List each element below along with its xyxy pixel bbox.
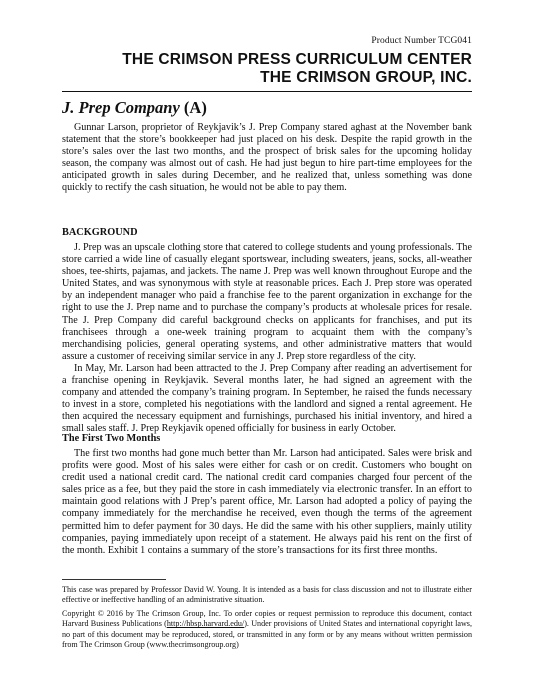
intro-paragraph: Gunnar Larson, proprietor of Reykjavik’s J. Prep Company stared aghast at the November bank statement that the store’s bookkeeper had just placed on his desk. Despite the rapid growth in the store’s sales over the last two months, and the prospect of brisk sales for the upcoming holiday season, the company was almost out of cash. He had just begun to hire part-time employees for the anticipated growth in sales during December, and he realized that, unless something was done quickly to rectify the cash situation, he would not be able to pay them. xyxy=(62,122,472,194)
copyright-text-cont: ). Under provisions of United States and international copyright laws, no part of this document may be reproduced, stored, or transmitted in any form or by any means without written permission from The Crimson Group (www.thecrimsongroup.org) xyxy=(62,619,472,650)
case-title-suffix: (A) xyxy=(183,98,207,117)
first-two-months-section xyxy=(62,433,472,557)
copyright-notice xyxy=(62,609,472,651)
background-paragraph: J. Prep was an upscale clothing store that catered to college students and young professionals. The store carried a wide line of casually elegant sportswear, including sweaters, jeans, socks, all-weather shoes, tee-shirts, pajamas, and jackets. The name J. Prep was well known throughout Europe and the United States, and was synonymous with style at reasonable prices. Each J. Prep store was operated by an independent manager who paid a franchise fee to the parent organization in exchange for the right to use the J. Prep name and to purchase the company’s products at wholesale prices for resale. The J. Prep Company did careful background checks on applicants for franchises, and put its franchisees through a one-week training program to acquaint them with the company’s merchandising policies, general operating systems, and other administrative matters that would assure a customer of receiving similar service in any J. Prep store regardless of the city. xyxy=(62,242,472,362)
background-heading: BACKGROUND xyxy=(62,227,138,238)
company-name: THE CRIMSON GROUP, INC. xyxy=(260,69,472,86)
footnote-divider xyxy=(62,579,166,580)
intro-section xyxy=(62,122,472,195)
case-title-name: J. Prep Company xyxy=(62,98,180,117)
case-note: This case was prepared by Professor David W. Young. It is intended as a basis for class discussion and not to illustrate either effective or ineffective handling of an administrative situation. xyxy=(62,585,472,605)
header-divider xyxy=(62,91,472,92)
copyright-text: Copyright © 2016 by The Crimson Group, Inc. To order copies or request permission to reproduce this document, contact Harvard Business Publications ( xyxy=(62,609,472,629)
hbsp-link[interactable]: http://hbsp.harvard.edu/ xyxy=(166,619,245,629)
case-title xyxy=(62,98,207,118)
product-number: Product Number TCG041 xyxy=(371,36,472,46)
first-two-months-paragraph: The first two months had gone much better than Mr. Larson had anticipated. Sales were brisk and profits were good. Most of his sales were either for cash or on credit. Customers who bought on credit used a national credit card. The national credit card companies charged four percent of the sales price as a fee, but they paid the store in cash immediately via electronic transfer. In an effort to maintain good relations with J Prep’s parent office, Mr. Larson had adopted a policy of paying the company immediately for the merchandise he received, even though the terms of the agreement permitted him to defer payment for 30 days. He did the same with his other suppliers, mainly utility companies, paying immediately upon receipt of a statement. He always paid his rent on the first of the month. Exhibit 1 contains a summary of the store’s transactions for its first three months. xyxy=(62,448,472,556)
publisher-name: THE CRIMSON PRESS CURRICULUM CENTER xyxy=(122,51,472,68)
first-two-months-heading: The First Two Months xyxy=(62,433,161,444)
background-section xyxy=(62,227,472,436)
background-paragraph: In May, Mr. Larson had been attracted to the J. Prep Company after reading an advertisement for a franchise opening in Reykjavik. Several months later, he had signed an agreement with the company and attended the company’s training program. In September, he raised the funds necessary to invest in a store, completed his negotiations with the landlord and signed a rental agreement. He then acquired the necessary equipment and furnishings, purchased his initial inventory, and hired a small sales staff. J. Prep Reykjavik opened officially for business in early October. xyxy=(62,362,472,435)
